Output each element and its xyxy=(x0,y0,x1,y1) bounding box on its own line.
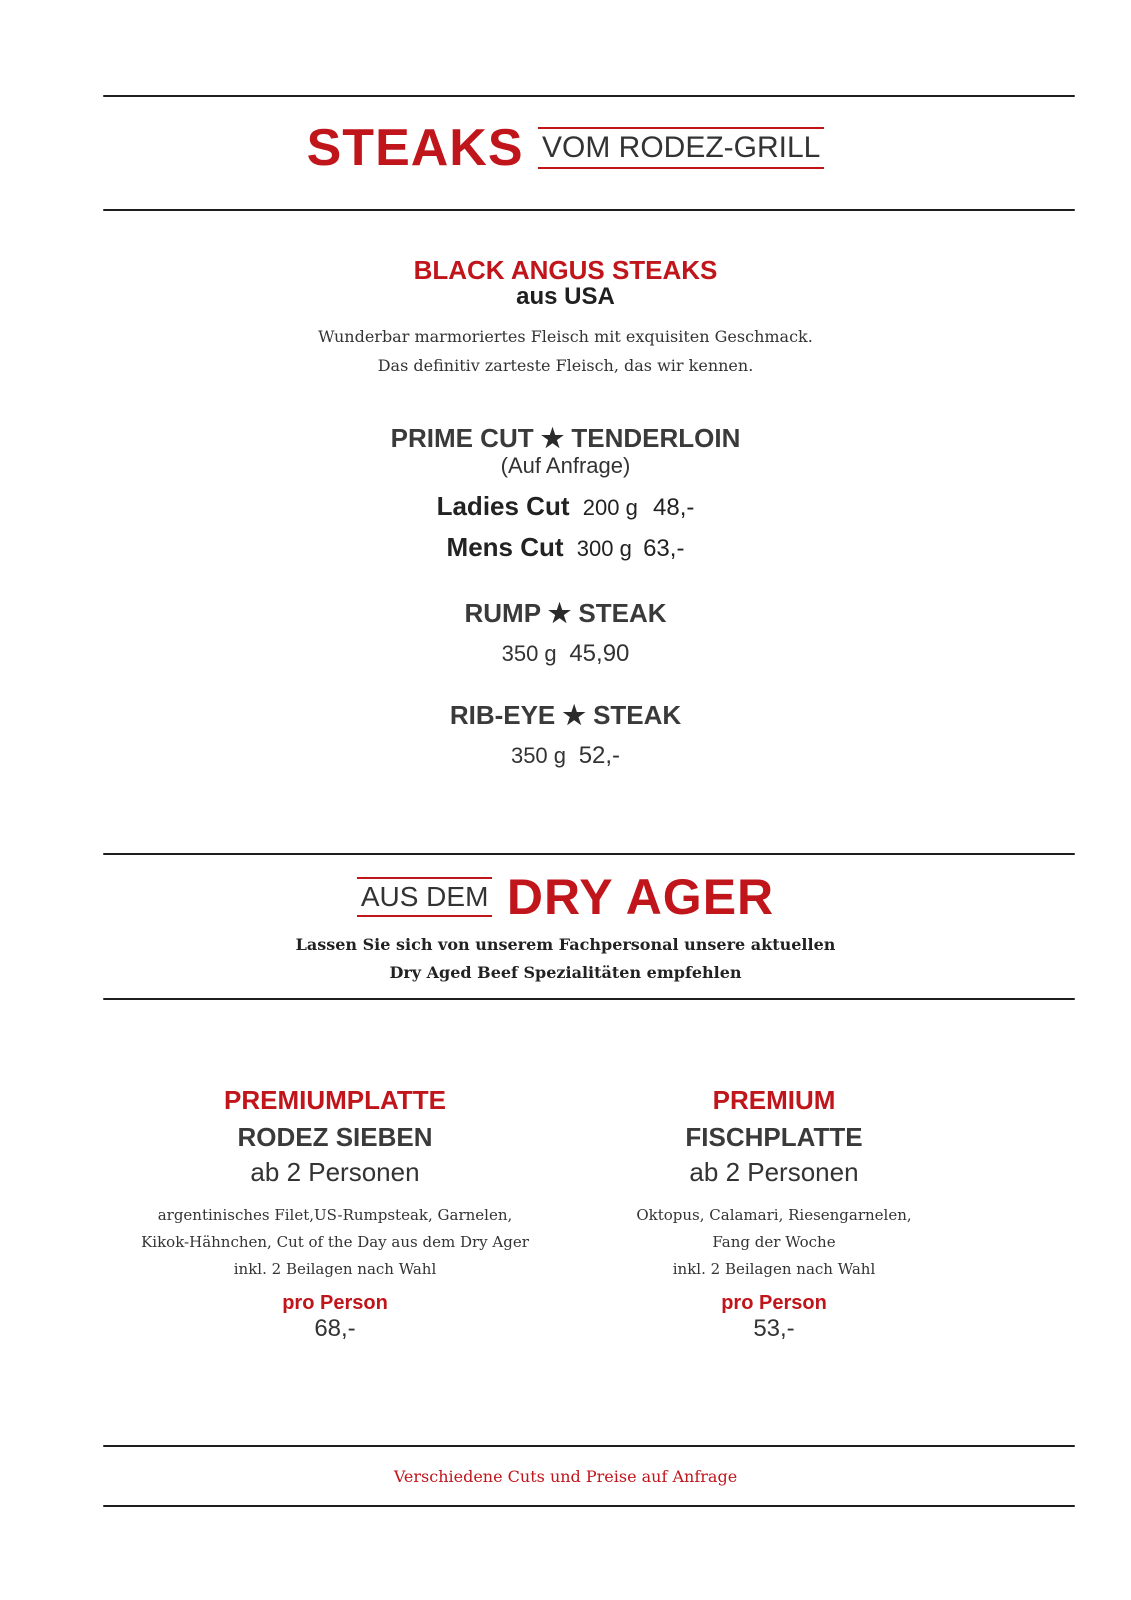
ribeye-name-a: RIB-EYE xyxy=(449,700,556,730)
mens-cut-weight: 300 g xyxy=(576,536,632,561)
platter-right-per-person: pro Person xyxy=(721,1292,827,1314)
platter-left-price: 68,- xyxy=(314,1315,356,1342)
dry-ager-title: DRY AGER xyxy=(506,869,775,925)
dry-ager-desc-2: Dry Aged Beef Spezialitäten empfehlen xyxy=(389,963,742,982)
footer-note: Verschiedene Cuts und Preise auf Anfrage xyxy=(393,1467,738,1486)
ladies-cut-price: 48,- xyxy=(653,494,695,521)
black-angus-desc-1: Wunderbar marmoriertes Fleisch mit exquisiten Geschmack. xyxy=(318,327,813,346)
platter-right-title: PREMIUM xyxy=(712,1085,836,1115)
platter-right-subtitle: FISCHPLATTE xyxy=(685,1122,863,1152)
star-icon: ★ xyxy=(562,700,586,730)
prime-cut-name-a: PRIME CUT xyxy=(390,423,534,453)
ladies-cut-weight: 200 g xyxy=(582,495,638,520)
platter-right-desc-3: inkl. 2 Beilagen nach Wahl xyxy=(672,1260,876,1278)
platter-left-persons: ab 2 Personen xyxy=(250,1157,420,1187)
prime-cut-name-b: TENDERLOIN xyxy=(571,423,741,453)
ribeye-name-b: STEAK xyxy=(593,700,682,730)
footer-top-rule xyxy=(103,1445,1075,1447)
platter-left xyxy=(120,1085,550,1343)
footer-bottom-rule xyxy=(103,1505,1075,1507)
rump-price-row xyxy=(0,640,1131,668)
ribeye-price: 52,- xyxy=(578,742,621,769)
steaks-header-bottom-rule xyxy=(103,209,1075,211)
platter-left-title: PREMIUMPLATTE xyxy=(224,1085,446,1115)
mens-cut-label: Mens Cut xyxy=(446,532,564,562)
rump-name-b: STEAK xyxy=(578,598,667,628)
prime-cut-title xyxy=(0,423,1131,454)
dry-ager-header xyxy=(0,868,1131,928)
ribeye-price-row xyxy=(0,742,1131,770)
platter-right-desc-1: Oktopus, Calamari, Riesengarnelen, xyxy=(636,1206,912,1224)
platter-right-persons: ab 2 Personen xyxy=(689,1157,859,1187)
ribeye-weight: 350 g xyxy=(510,743,567,768)
rump-name-a: RUMP xyxy=(464,598,541,628)
ladies-cut-label: Ladies Cut xyxy=(436,491,570,521)
dry-ager-desc-1: Lassen Sie sich von unserem Fachpersonal unsere aktuellen xyxy=(295,935,836,954)
platter-left-desc-1: argentinisches Filet,US-Rumpsteak, Garnelen, xyxy=(157,1206,513,1224)
prime-cut-note: (Auf Anfrage) xyxy=(500,453,631,478)
steaks-subtitle: VOM RODEZ-GRILL xyxy=(538,127,824,169)
ladies-cut-row xyxy=(0,491,1131,522)
ribeye-title xyxy=(0,700,1131,731)
mens-cut-price: 63,- xyxy=(643,535,685,562)
star-icon: ★ xyxy=(547,598,572,628)
top-rule xyxy=(103,95,1075,97)
black-angus-origin: aus USA xyxy=(516,283,615,310)
black-angus-title: BLACK ANGUS STEAKS xyxy=(413,255,718,285)
dry-ager-top-rule xyxy=(103,853,1075,855)
dry-ager-bottom-rule xyxy=(103,998,1075,1000)
steaks-title: STEAKS xyxy=(306,119,524,177)
black-angus-desc-2: Das definitiv zarteste Fleisch, das wir kennen. xyxy=(377,356,754,375)
platter-left-desc-3: inkl. 2 Beilagen nach Wahl xyxy=(233,1260,437,1278)
star-icon: ★ xyxy=(540,423,565,453)
rump-price: 45,90 xyxy=(569,640,630,667)
steaks-header xyxy=(0,118,1131,188)
platter-left-subtitle: RODEZ SIEBEN xyxy=(237,1122,433,1152)
mens-cut-row xyxy=(0,532,1131,563)
platter-right-desc-2: Fang der Woche xyxy=(712,1233,836,1251)
platter-right xyxy=(559,1085,989,1343)
rump-title xyxy=(0,598,1131,629)
platter-left-per-person: pro Person xyxy=(282,1292,388,1314)
platter-right-price: 53,- xyxy=(753,1315,795,1342)
rump-weight: 350 g xyxy=(501,641,557,666)
dry-ager-prefix: AUS DEM xyxy=(357,877,493,917)
platter-left-desc-2: Kikok-Hähnchen, Cut of the Day aus dem Dry Ager xyxy=(141,1233,529,1251)
